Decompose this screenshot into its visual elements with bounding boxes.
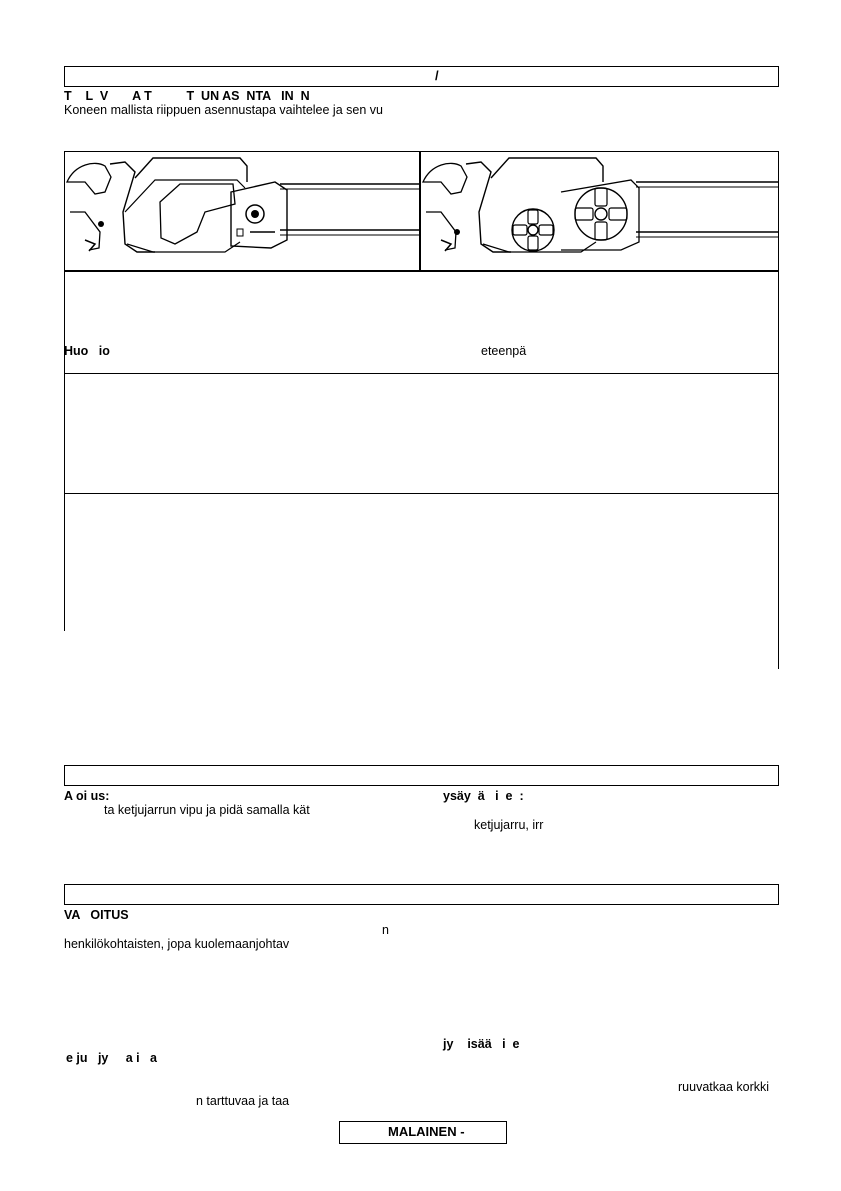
section-header-bar: [64, 66, 779, 87]
table-rule-top: [64, 271, 779, 272]
section2-mid-label: ysäy ä i e :: [443, 789, 524, 803]
intro-text: Koneen mallista riippuen asennustapa vaihtelee ja sen vu: [64, 103, 383, 117]
footer-label-box: [339, 1121, 507, 1144]
footer-label: MALAINEN -: [388, 1124, 465, 1139]
table-rule-mid2: [64, 493, 779, 494]
section3-header-bar: [64, 884, 779, 905]
section2-header-bar: [64, 765, 779, 786]
chainsaw-side-cover-image: [65, 152, 420, 271]
section-header-title: /: [435, 68, 439, 83]
note-label: Huo io: [64, 344, 110, 358]
chainsaw-photo-right: [420, 151, 779, 271]
table-rule-mid1: [64, 373, 779, 374]
section-subtitle: T L V A T T UN AS NTA IN N: [64, 89, 310, 103]
section3-left-label: e ju jy a i a: [66, 1051, 158, 1065]
section2-warning-label: A oi us:: [64, 789, 110, 803]
table-rule-right: [778, 271, 779, 669]
section3-mid-label: jy isää i e: [443, 1037, 520, 1051]
section3-right-text: ruuvatkaa korkki: [678, 1080, 770, 1094]
section3-bottom-text: n tarttuvaa ja taa: [196, 1094, 290, 1108]
chainsaw-knob-cover-image: [421, 152, 779, 271]
section3-line1: henkilökohtaisten, jopa kuolemaanjohtav: [64, 937, 290, 951]
section3-warning-label: VA OITUS: [64, 908, 129, 922]
table-rule-left: [64, 271, 65, 631]
section2-line2: ketjujarru, irr: [474, 818, 544, 832]
section3-n-char: n: [382, 923, 389, 937]
chainsaw-photo-left: [64, 151, 420, 271]
note-fragment: eteenpä: [481, 344, 527, 358]
section2-line1: ta ketjujarrun vipu ja pidä samalla kät: [104, 803, 310, 817]
